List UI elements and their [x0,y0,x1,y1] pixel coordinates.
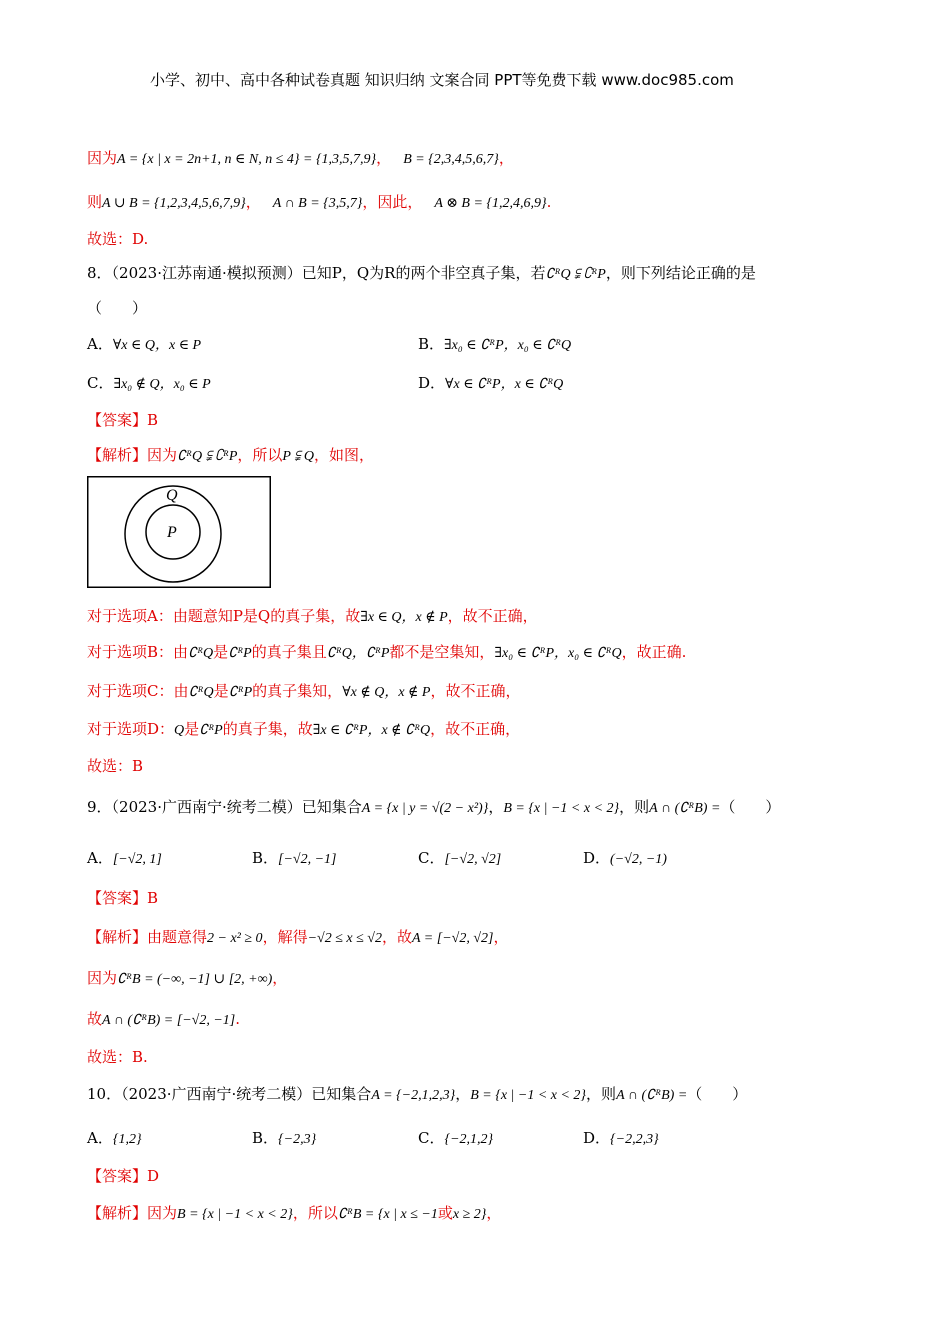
text: ， [245,193,261,211]
text: ， [498,149,514,167]
math: ∃x ∈ Q，x ∉ P [360,610,448,625]
text: ， [455,1085,471,1103]
text: ， [376,149,392,167]
text: 对于选项D： [87,720,175,738]
math: ∃x₀ ∈ ∁ᴿP，x₀ ∈ ∁ᴿQ [494,646,622,661]
math: (−√2, −1) [610,852,667,867]
math: x ≥ 2} [452,1207,487,1222]
prev-line-2 [87,192,551,214]
text: . [546,193,552,211]
text: . [235,1010,241,1028]
text: ， [493,928,509,946]
math: B = {2,3,4,5,6,7} [403,152,499,167]
option-label: A． [87,335,113,353]
option-label: A． [87,1129,113,1147]
text: ，则 [586,1085,617,1103]
option-label: C． [87,374,114,392]
text: ，故正确. [621,643,687,661]
q8-option-d-analysis [87,719,520,741]
q9-option-b [252,848,337,870]
math: A ∩ B = {3,5,7} [272,196,363,211]
math: A ∩ (∁ᴿB) = [−√2, −1] [102,1013,236,1028]
math: ∁ᴿB = {x | x ≤ −1 [337,1207,438,1222]
q10-stem [87,1084,747,1106]
q9-explanation-3 [87,1009,240,1031]
q9-answer: 【答案】B [87,889,159,907]
math: ∁ᴿP [228,646,252,661]
q8-answer: 【答案】B [87,411,159,429]
q9-option-a [87,848,162,870]
math: {−2,2,3} [610,1132,659,1147]
option-label: D． [583,1129,611,1147]
text: ，故 [381,928,412,946]
text: ，因此， [362,193,423,211]
math: A ∩ (∁ᴿB) = [649,801,721,816]
text: 是 [213,682,229,700]
math: ∁ᴿQ [188,646,214,661]
q8-option-b-analysis [87,642,686,664]
math: ∃x₀ ∈ ∁ᴿP，x₀ ∈ ∁ᴿQ [444,338,572,353]
option-label: B． [252,1129,279,1147]
text: 因为 [87,149,118,167]
math: ∃x ∈ ∁ᴿP，x ∉ ∁ᴿQ [312,723,431,738]
venn-diagram [87,476,271,588]
q10-option-d [583,1128,659,1150]
q10-answer: 【答案】D [87,1167,160,1185]
q10-option-c [418,1128,493,1150]
text: 9．（2023·广西南宁·统考二模）已知集合 [87,798,362,816]
text: ， [486,1204,502,1222]
text: 10．（2023·广西南宁·统考二模）已知集合 [87,1085,372,1103]
text: ，故不正确， [447,607,538,625]
q8-option-c-analysis [87,681,520,703]
text: 对于选项B：由 [87,643,189,661]
math: ∁ᴿB = (−∞, −1] ∪ [2, +∞) [117,972,273,987]
math: B = {x | −1 < x < 2} [470,1088,587,1103]
text: 的真子集，故 [222,720,313,738]
text: ，如图， [313,446,374,464]
math: {1,2} [112,1132,142,1147]
q9-option-d [583,848,667,870]
text: 【解析】因为 [87,446,178,464]
math: {−2,1,2} [444,1132,494,1147]
q9-explanation-1 [87,927,508,949]
q8-option-a-analysis [87,606,538,628]
q8-conclusion: 故选：B [87,757,144,775]
set-p-label: P [167,524,177,541]
option-label: B． [418,335,445,353]
math: ∁ᴿQ ⫋ ∁ᴿP [545,267,606,282]
math: B = {x | −1 < x < 2} [503,801,620,816]
text: 的真子集且 [251,643,327,661]
text: 是 [184,720,200,738]
q8-stem [87,263,756,285]
math: ∀x ∈ ∁ᴿP，x ∈ ∁ᴿQ [445,377,564,392]
universal-set-box [88,477,271,588]
option-label: C． [418,849,445,867]
set-q-label: Q [166,487,178,504]
math: A = [−√2, √2] [412,931,494,946]
math: [−√2, √2] [444,852,502,867]
q10-option-b [252,1128,316,1150]
q8-option-a [87,334,201,356]
text: 的真子集知， [252,682,343,700]
q8-option-b [418,334,571,356]
text: ，则 [619,798,650,816]
text: ，故不正确， [430,720,521,738]
math: A ∪ B = {1,2,3,4,5,6,7,9} [102,196,246,211]
text: ，解得 [262,928,308,946]
math: ∃x₀ ∉ Q，x₀ ∈ P [113,377,211,392]
math: ∀x ∉ Q，x ∉ P [342,685,431,700]
text: ，所以 [237,446,283,464]
math: 2 − x² ≥ 0 [207,931,263,946]
text: （ ） [720,798,781,816]
q8-explanation [87,445,374,467]
math: ∁ᴿQ，∁ᴿP [326,646,390,661]
q9-conclusion: 故选：B. [87,1048,148,1066]
math: [−√2, −1] [278,852,337,867]
text: ，则下列结论正确的是 [605,264,756,282]
option-label: B． [252,849,279,867]
q9-stem [87,797,780,819]
text: ， [488,798,504,816]
q8-paren: （ ） [87,299,148,317]
text: 是 [213,643,229,661]
text: 或 [437,1204,453,1222]
text: 则 [87,193,103,211]
prev-line-1 [87,148,514,170]
page-header: 小学、初中、高中各种试卷真题 知识归纳 文案合同 PPT等免费下载 www.doc985.com [150,71,734,89]
q8-option-c [87,373,211,395]
text: ，故不正确， [430,682,521,700]
math: ∁ᴿP [199,723,223,738]
text: 8．（2023·江苏南通·模拟预测）已知P，Q为R的两个非空真子集，若 [87,264,546,282]
option-label: D． [418,374,446,392]
math: {−2,3} [278,1132,317,1147]
math: A ⊗ B = {1,2,4,6,9} [434,196,547,211]
text: 【解析】由题意得 [87,928,208,946]
option-label: C． [418,1129,445,1147]
math: A = {x | y = √(2 − x²)} [361,801,489,816]
text: 故 [87,1010,103,1028]
math: B = {x | −1 < x < 2} [177,1207,293,1222]
text: 都不是空集知， [389,643,495,661]
math: −√2 ≤ x ≤ √2 [307,931,382,946]
text: 对于选项A：由题意知P是Q的真子集，故 [87,607,361,625]
q9-option-c [418,848,501,870]
math: ∀x ∈ Q，x ∈ P [112,338,202,353]
text: 【解析】因为 [87,1204,178,1222]
math: [−√2, 1] [112,852,162,867]
option-label: D． [583,849,611,867]
q10-explanation-1 [87,1203,501,1225]
math: A = {x | x = 2n+1, n ∈ N, n ≤ 4} = {1,3,5,7,9} [117,152,377,167]
prev-conclusion: 故选：D. [87,230,149,248]
math: ∁ᴿP [228,685,253,700]
math: A = {−2,1,2,3} [371,1088,456,1103]
math: ∁ᴿQ [188,685,214,700]
text: ，所以 [292,1204,338,1222]
option-label: A． [87,849,113,867]
math: Q [174,723,185,738]
text: 因为 [87,969,118,987]
q9-explanation-2 [87,968,287,990]
math: P ⫋ Q [282,449,314,464]
q10-option-a [87,1128,142,1150]
text: （ ） [687,1085,748,1103]
q8-option-d [418,373,563,395]
text: 对于选项C：由 [87,682,189,700]
math: ∁ᴿQ ⫋ ∁ᴿP [177,449,238,464]
text: ， [272,969,288,987]
math: A ∩ (∁ᴿB) = [616,1088,688,1103]
